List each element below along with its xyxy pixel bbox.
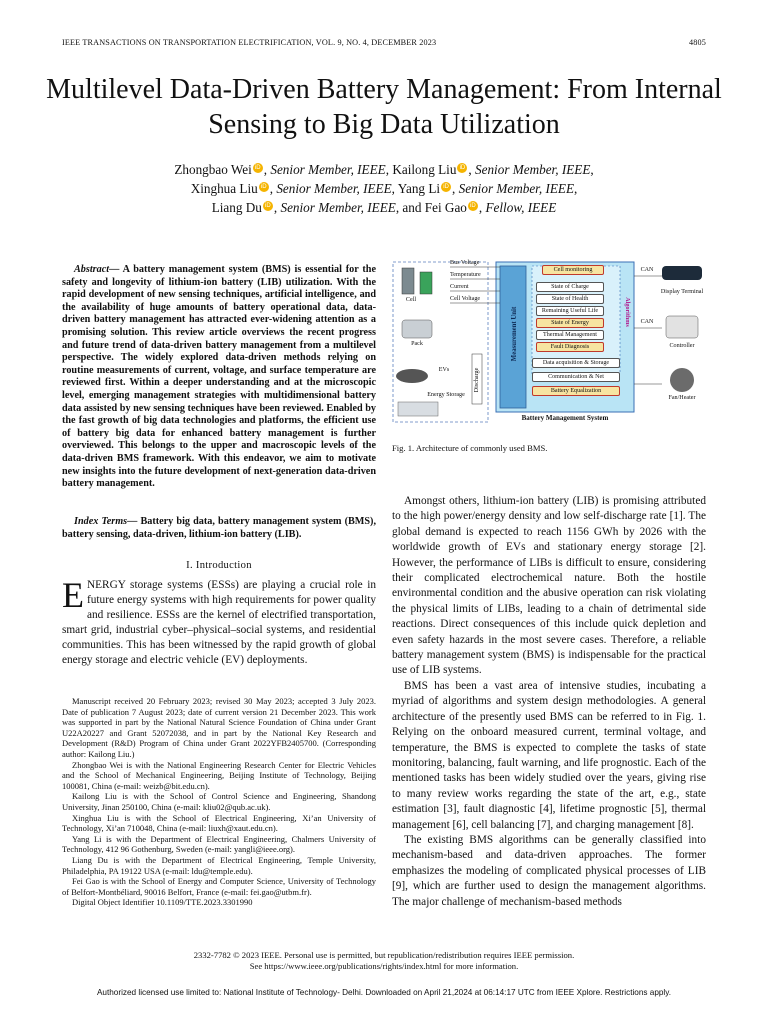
orcid-icon[interactable]: iD: [468, 201, 478, 211]
can-label: CAN: [640, 319, 654, 325]
author-role: Senior Member, IEEE: [458, 181, 574, 196]
abstract-label: Abstract: [74, 264, 110, 275]
copyright-notice: [0, 950, 768, 972]
orcid-icon[interactable]: iD: [441, 182, 451, 192]
evs-label: EVs: [438, 367, 450, 373]
algorithms-label: Algorithms: [624, 297, 630, 327]
author-role: Fellow, IEEE: [485, 200, 557, 215]
orcid-icon[interactable]: iD: [457, 163, 467, 173]
paragraph: Amongst others, lithium-ion battery (LIB) is promising attributed to the high power/energy density and low self-discharge rate [1]. The global demand is expected to reach 1156 GWh by 2026 with the worldwide growth of EVs and stationary energy storage [2]. However, the performance of LIBs is difficult to ensure, considering their complicated electrochemical nature. Both the hostile environmental condition and the abusive operation can risk violating the physical limits of LIBs, leading to a chain of detrimental side reactions. Direct consequences of this include quick depletion and even safety hazards in the most severe cases. Therefore, a reliable battery management system (BMS) is indispensable for the practical use of LIB systems.: [392, 495, 706, 677]
first-word: NERGY: [87, 579, 126, 591]
page-number: 4805: [689, 38, 706, 47]
output-label: Display Terminal: [660, 289, 704, 295]
running-header: [62, 38, 706, 47]
storage-icon: [398, 402, 438, 416]
orcid-icon[interactable]: iD: [263, 201, 273, 211]
figure-bms-architecture: [392, 258, 706, 432]
ev-icon: [396, 369, 428, 383]
orcid-icon[interactable]: iD: [259, 182, 269, 192]
display-terminal-icon: [662, 266, 702, 280]
signal-label: Current: [450, 284, 469, 290]
discharge-label: Discharge: [474, 367, 480, 393]
signal-label: Bus Voltage: [450, 260, 480, 266]
author-name: Yang Li: [397, 181, 441, 196]
bms-label: Battery Management System: [521, 414, 609, 422]
abstract: Abstract— A battery management system (BMS) is essential for the safety and longevity of lithium-ion battery (LIB) utilization. With the rapid development of new sensing techniques, artificial intelligence, and the availability of huge amounts of battery operational data, data-driven battery management has attracted ever-widening attention as a promising solution. This review article overviews the recent progress and future trend of data-driven battery management from a multilevel perspective. The widely explored data-driven methods relying on routine measurements of current, voltage, and surface temperature are reviewed first. Within a deeper understanding and at the microscopic level, emerging management strategies with multidimensional battery data assisted by new sensing techniques have been reviewed. Enabled by the fast growth of big data technologies and platforms, the efficient use of battery big data for enhanced battery management is further overviewed. This belongs to the upper and macroscopic levels of the data-driven BMS framework. With this endeavor, we aim to motivate new insights into the future development of next-generation data-driven battery management.: [62, 264, 376, 490]
author-name: Fei Gao: [424, 200, 467, 215]
figure-caption: Fig. 1. Architecture of commonly used BMS.: [392, 443, 548, 453]
journal-name: IEEE TRANSACTIONS ON TRANSPORTATION ELECTRIFICATION, VOL. 9, NO. 4, DECEMBER 2023: [62, 38, 437, 47]
footnote: Xinghua Liu is with the School of Electrical Engineering, Xi’an University of Technology, Xi’an 710048, China (e-mail: liuxh@xaut.edu.cn).: [62, 812, 376, 834]
storage-label: Energy Storage: [427, 392, 465, 398]
pack-icon: [402, 320, 432, 338]
right-column-text: [392, 494, 706, 910]
copyright-line: 2332-7782 © 2023 IEEE. Personal use is permitted, but republication/redistribution requires IEEE permission.: [193, 950, 575, 960]
paragraph: The existing BMS algorithms can be generally classified into mechanism-based and data-driven approaches. The former emphasizes the modeling of complicated physical processes of LIB [9], which are further used to design the management algorithms. The major challenge of mechanism-based methods: [392, 833, 706, 908]
intro-body: storage systems (ESSs) are playing a crucial role in future energy systems with high requirements for power quality and resilience. ESSs are the kernel of electrified transportation, smart grid, industrial cyber–physical–social systems, and residential communities. This has been witnessed by the rapid growth of global energy storage and electric vehicle (EV) deployments.: [62, 579, 376, 666]
author-role: Senior Member, IEEE: [270, 162, 386, 177]
block-rul: Remaining Useful Life: [536, 306, 604, 316]
signal-label: Temperature: [450, 272, 481, 278]
cell-icon: [420, 272, 432, 294]
block-soh: State of Health: [536, 294, 604, 304]
section-heading: I. Introduction: [186, 560, 252, 571]
block-soc: State of Charge: [536, 282, 604, 292]
paper-title: Multilevel Data-Driven Battery Management: From Internal Sensing to Big Data Utilization: [46, 74, 722, 140]
rights-link[interactable]: See https://www.ieee.org/publications/rights/index.html for more information.: [249, 961, 519, 971]
output-label: Fan/Heater: [668, 395, 696, 401]
block-cell-monitoring: Cell monitoring: [542, 265, 604, 275]
measurement-unit-label: Measurement Unit: [511, 306, 518, 362]
index-terms-label: Index Terms: [74, 516, 128, 527]
author-role: Senior Member, IEEE: [280, 200, 396, 215]
footnotes: [62, 696, 376, 908]
block-soe: State of Energy: [536, 318, 604, 328]
block-communication: Communication & Net: [532, 372, 620, 382]
can-label: CAN: [640, 267, 654, 273]
author-name: Xinghua Liu: [190, 181, 258, 196]
controller-icon: [666, 316, 698, 338]
download-footer: Authorized licensed use limited to: National Institute of Technology- Delhi. Downloaded on April 21,2024 at 06:14:17 UTC from IEEE Xplore. Restrictions apply.: [96, 988, 672, 997]
pack-label: Pack: [411, 341, 423, 347]
cell-icon: [402, 268, 414, 294]
output-label: Controller: [669, 343, 695, 349]
and-word: and: [402, 200, 422, 215]
author-name: Kailong Liu: [392, 162, 457, 177]
block-fault: Fault Diagnosis: [536, 342, 604, 352]
author-name: Liang Du: [211, 200, 262, 215]
author-role: Senior Member, IEEE: [475, 162, 591, 177]
paragraph: BMS has been a vast area of intensive studies, incubating a myriad of algorithms and system design methodologies. A general architecture of the presently used BMS can be referred to in Fig. 1. Relying on the onboard measured current, terminal voltage, and temperature, the BMS is expected to complete the tasks of state monitoring, balancing, fault warning, and life prognostic. Each of the mentioned tasks has been widely studied over the years, giving rise to many review works regarding the state of the art, e.g., state estimation [3], fault diagnostic [4], lifetime prognostic [5], thermal management [6], cell balancing [7], and charging management [8].: [392, 679, 706, 831]
footnote: Yang Li is with the Department of Electrical Engineering, Chalmers University of Technology, 412 96 Gothenburg, Sweden (e-mail: yangli@ieee.org).: [62, 833, 376, 855]
index-terms: Index Terms— Battery big data, battery management system (BMS), battery sensing, data-driven, lithium-ion battery (LIB).: [62, 516, 376, 540]
index-terms-text: Battery big data, battery management system (BMS), battery sensing, data-driven, lithium-ion battery (LIB).: [62, 516, 376, 540]
abstract-text: A battery management system (BMS) is essential for the safety and longevity of lithium-ion battery (LIB) utilization. With the rapid development of new sensing techniques, artificial intelligence, and the availability of huge amounts of battery operational data, data-driven battery management has attracted ever-widening attention as a promising solution. This review article overviews the recent progress and future trend of data-driven battery management from a multilevel perspective. The widely explored data-driven methods relying on routine measurements of current, voltage, and surface temperature are reviewed first. Within a deeper understanding and at the microscopic level, emerging management strategies with multidimensional battery data assisted by new sensing techniques have been reviewed. Enabled by the fast growth of big data technologies and platforms, the efficient use of battery big data for enhanced battery management is further overviewed. This belongs to the upper and macroscopic levels of the data-driven BMS framework. With this endeavor, we aim to motivate new insights into the future development of next-generation data-driven battery management.: [62, 264, 376, 490]
author-list: Zhongbao Wei iD , Senior Member, IEEE, Kailong Liu iD , Senior Member, IEEE, Xinghua Liu iD , Senior Member, IEEE, Yang Li iD , Senior Member, IEEE, Liang Du iD , Senior Member, IEEE, and Fei Gao iD , Fellow, IEEE: [174, 162, 594, 215]
orcid-icon[interactable]: iD: [253, 163, 263, 173]
fan-icon: [670, 368, 694, 392]
footnote: Kailong Liu is with the School of Control Science and Engineering, Shandong University, Jinan 250100, China (e-mail: kliu02@qub.ac.uk).: [62, 791, 376, 812]
footnote: Liang Du is with the Department of Electrical Engineering, Temple University, Philadelphia, PA 19122 USA (e-mail: ldu@temple.edu).: [62, 854, 376, 876]
author-name: Zhongbao Wei: [174, 162, 252, 177]
block-thermal: Thermal Management: [536, 330, 604, 340]
author-role: Senior Member, IEEE: [276, 181, 392, 196]
doi[interactable]: Digital Object Identifier 10.1109/TTE.2023.3301990: [72, 897, 253, 908]
footnote: Zhongbao Wei is with the National Engineering Research Center for Electric Vehicles and the School of Mechanical Engineering, Beijing Institute of Technology, Beijing 100081, China (e-mail: weizb@bit.edu.cn).: [62, 759, 376, 791]
footnote: Manuscript received 20 February 2023; revised 30 May 2023; accepted 3 July 2023. Date of publication 7 August 2023; date of current version 21 December 2023. This work was supported in part by the National Natural Science Foundation of China under Grant U22A20227 and Grant 52072038, and in part by the National Key Research and Development (R&D) Program of China under Grant 2022YFB2405700. (Corresponding author: Kailong Liu.): [62, 696, 376, 759]
block-data-acquisition: Data acquisition & Storage: [532, 358, 620, 368]
cell-label: Cell: [405, 297, 417, 303]
signal-label: Cell Voltage: [450, 296, 481, 302]
block-equalization: Battery Equalization: [532, 386, 620, 396]
footnote: Fei Gao is with the School of Energy and Computer Science, University of Technology of Belfort-Montbéliard, 90016 Belfort, France (e-mail: fei.gao@utbm.fr).: [62, 876, 376, 897]
introduction-text: [62, 575, 376, 668]
drop-cap: E: [62, 575, 84, 615]
